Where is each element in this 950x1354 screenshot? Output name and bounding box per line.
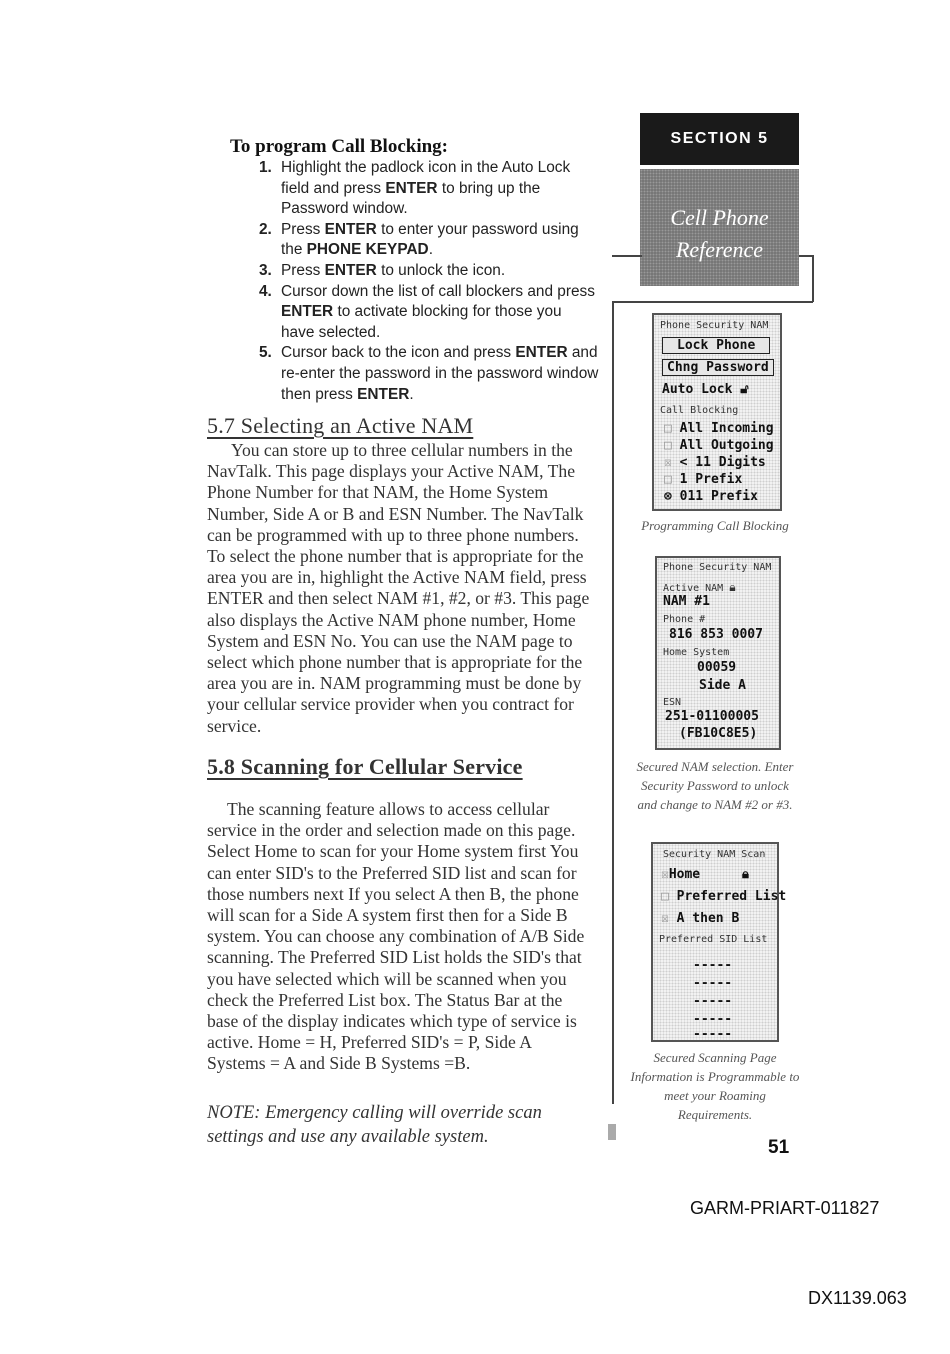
- phone-number-label: Phone #: [663, 614, 706, 625]
- chapter-title-block: [640, 169, 799, 286]
- sid-entry[interactable]: -----: [693, 976, 733, 991]
- document-id: GARM-PRIART-011827: [690, 1198, 880, 1218]
- sid-entry[interactable]: -----: [693, 994, 733, 1009]
- home-option[interactable]: ☒Home 🔒︎: [661, 867, 749, 882]
- rule-right-tick: [799, 255, 813, 257]
- section-5-8-heading-text: 5.8 Scanning for Cellular Service: [207, 754, 523, 779]
- section-5-8-body: The scanning feature allows to access cellular service in the order and selection made on this page. Select Home to scan for your Home system first You can enter SID's to the Preferred SID list and scan for those numbers next If you select A then B, the phone will scan for a Side A system first then for a Side B system. You can choose any combination of A/B Side scanning. The Preferred SID List holds the SID's that you have selected which will be scanned when you check the Preferred List box. The Status Bar at the base of the display indicates which type of service is active. Home = H, Preferred SID's = P, Side A Systems = A and Side B Systems =B.: [207, 799, 585, 1074]
- gutter-mark: [608, 1124, 616, 1140]
- call-blocking-label: Call Blocking: [660, 405, 739, 416]
- exhibit-id: DX1139.063: [808, 1288, 907, 1308]
- step-number: 5.: [259, 344, 272, 362]
- step-text: Press ENTER to unlock the icon.: [281, 261, 506, 279]
- a-then-b-option[interactable]: ☒ A then B: [661, 911, 740, 926]
- step-number: 3.: [259, 261, 272, 279]
- screen1-tabs: Phone Security NAM: [660, 320, 769, 331]
- esn-value: 251-01100005: [665, 709, 759, 724]
- block-item[interactable]: □ All Incoming: [664, 421, 774, 436]
- step-number: 1.: [259, 159, 272, 176]
- screen1-caption: Programming Call Blocking: [641, 518, 789, 533]
- section-5-8-heading: [207, 754, 523, 780]
- section-5-7-heading-text: 5.7 Selecting an Active NAM: [207, 413, 474, 438]
- preferred-list-option[interactable]: □ Preferred List: [661, 889, 787, 904]
- active-nam-value[interactable]: NAM #1: [663, 594, 710, 609]
- block-item[interactable]: ⊗ 011 Prefix: [664, 489, 758, 504]
- lock-icon: 🔒︎: [741, 867, 749, 882]
- lock-icon[interactable]: 🔒︎: [729, 580, 736, 594]
- block-item[interactable]: ☒ < 11 Digits: [664, 455, 766, 470]
- section-5-7-body: You can store up to three cellular numbers in the NavTalk. This page displays your Active NAM, The Phone Number for that NAM, the Home System Number, Side A or B and ESN Number. The NavTalk can be programmed with up to three phone numbers. To select the phone number that is appropriate for the area you are in, highlight the Active NAM field, press ENTER and then select NAM #1, #2, or #3. This page also displays the Active NAM phone number, Home System and ESN No. You can use the NAM page to select which phone number that is appropriate for the area you are in. NAM programming must be done by your cellular service provider when you contract for service.: [207, 440, 590, 736]
- nam-screen: [655, 556, 781, 750]
- screen3-caption: Secured Scanning Page Information is Programmable to meet your Roaming Requirements.: [630, 1050, 800, 1122]
- auto-lock-label: Auto Lock: [662, 382, 733, 397]
- home-system-label: Home System: [663, 647, 730, 658]
- sid-entry[interactable]: -----: [693, 958, 733, 973]
- note-text: NOTE: Emergency calling will override scan settings and use any available system.: [207, 1103, 542, 1147]
- step-text: Press ENTER to enter your password using the PHONE KEYPAD.: [281, 220, 579, 259]
- section-tab: SECTION 5: [640, 113, 799, 165]
- step-text: Cursor down the list of call blockers and press ENTER to activate blocking for those you have selected.: [281, 282, 595, 341]
- change-password-button[interactable]: Chng Password: [662, 359, 774, 376]
- lock-phone-button[interactable]: Lock Phone: [662, 337, 770, 354]
- sid-entry[interactable]: -----: [693, 1012, 733, 1027]
- block-item[interactable]: □ 1 Prefix: [664, 472, 743, 487]
- esn-label: ESN: [663, 697, 682, 708]
- home-system-value: 00059: [697, 660, 737, 675]
- esn-hex-value: (FB10C8E5): [679, 726, 758, 741]
- block-item[interactable]: □ All Outgoing: [664, 438, 774, 453]
- rule-right-vertical: [812, 255, 814, 302]
- sid-entry[interactable]: -----: [693, 1027, 733, 1042]
- procedure-step: [259, 158, 599, 220]
- call-blocking-screen: [652, 313, 782, 511]
- page-number: 51: [768, 1137, 790, 1158]
- scan-screen: [651, 842, 787, 1042]
- screen3-tabs: Security NAM Scan: [663, 849, 766, 860]
- procedure-title: To program Call Blocking:: [230, 136, 448, 157]
- chapter-title-line2: Reference: [675, 237, 764, 262]
- step-text: Highlight the padlock icon in the Auto Lock field and press ENTER to bring up the Password window.: [281, 159, 571, 218]
- chapter-title-line1: Cell Phone: [670, 205, 769, 230]
- screen2-caption: Secured NAM selection. Enter Security Password to unlock and change to NAM #2 or #3.: [636, 759, 794, 812]
- phone-number-value: 816 853 0007: [669, 627, 763, 642]
- procedure-step: [259, 282, 599, 344]
- rule-left-vertical: [612, 301, 614, 1104]
- procedure-step: [259, 343, 599, 405]
- screen2-tabs: Phone Security NAM: [663, 562, 772, 573]
- padlock-icon[interactable]: 🔓︎: [740, 382, 749, 397]
- section-5-7-heading: [207, 413, 473, 439]
- rule-horizontal: [612, 301, 813, 303]
- procedure-steps: [259, 158, 599, 405]
- preferred-sid-label: Preferred SID List: [659, 934, 768, 945]
- active-nam-label: Active NAM 🔒︎: [663, 580, 736, 594]
- side-value: Side A: [699, 678, 746, 693]
- rule-left-tick: [612, 255, 642, 257]
- step-number: 4.: [259, 282, 272, 300]
- step-number: 2.: [259, 220, 272, 238]
- procedure-step: [259, 220, 599, 261]
- procedure-step: [259, 261, 599, 282]
- step-text: Cursor back to the icon and press ENTER and re-enter the password in the password window then press ENTER.: [281, 344, 599, 403]
